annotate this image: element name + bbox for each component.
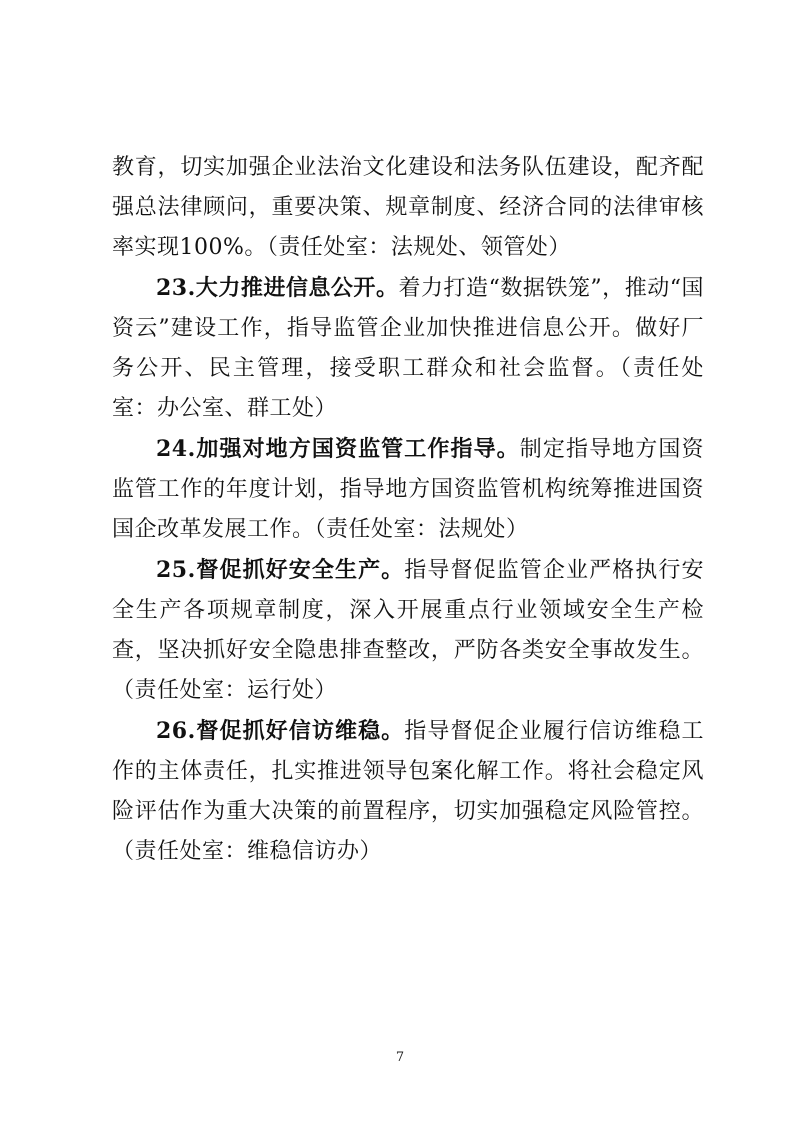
paragraph-heading: 26.督促抓好信访维稳。 — [156, 718, 405, 744]
paragraph-heading: 25.督促抓好安全生产。 — [156, 557, 405, 583]
paragraph-text: 指导督促监管企业严格执行安全生产各项规章制度，深入开展重点行业领域安全生产检查，坚决抓好安全隐患排查整改，严防各类安全事故发生。（责任处室：运行处） — [112, 558, 704, 703]
paragraph-heading: 23.大力推进信息公开。 — [156, 275, 399, 301]
paragraph-text: 制定指导地方国资监管工作的年度计划，指导地方国资监管机构统筹推进国资国企改革发展工作。（责任处室：法规处） — [112, 437, 704, 542]
paragraph-item-23 — [112, 268, 704, 429]
paragraph-text: 着力打造“数据铁笼”，推动“国资云”建设工作，指导监管企业加快推进信息公开。做好厂务公开、民主管理，接受职工群众和社会监督。（责任处室：办公室、群工处） — [112, 276, 704, 421]
paragraph-text: 教育，切实加强企业法治文化建设和法务队伍建设，配齐配强总法律顾问，重要决策、规章制度、经济合同的法律审核率实现100%。（责任处室：法规处、领管处） — [112, 155, 704, 260]
paragraph-text: 指导督促企业履行信访维稳工作的主体责任，扎实推进领导包案化解工作。将社会稳定风险评估作为重大决策的前置程序，切实加强稳定风险管控。（责任处室：维稳信访办） — [112, 719, 704, 864]
paragraph-item-26 — [112, 711, 704, 872]
paragraph-item-25 — [112, 550, 704, 711]
paragraph-heading: 24.加强对地方国资监管工作指导。 — [156, 436, 520, 462]
paragraph-item-24 — [112, 429, 704, 550]
page-number: 7 — [395, 1050, 405, 1065]
paragraph-continuation — [112, 148, 704, 268]
document-body — [112, 148, 704, 872]
